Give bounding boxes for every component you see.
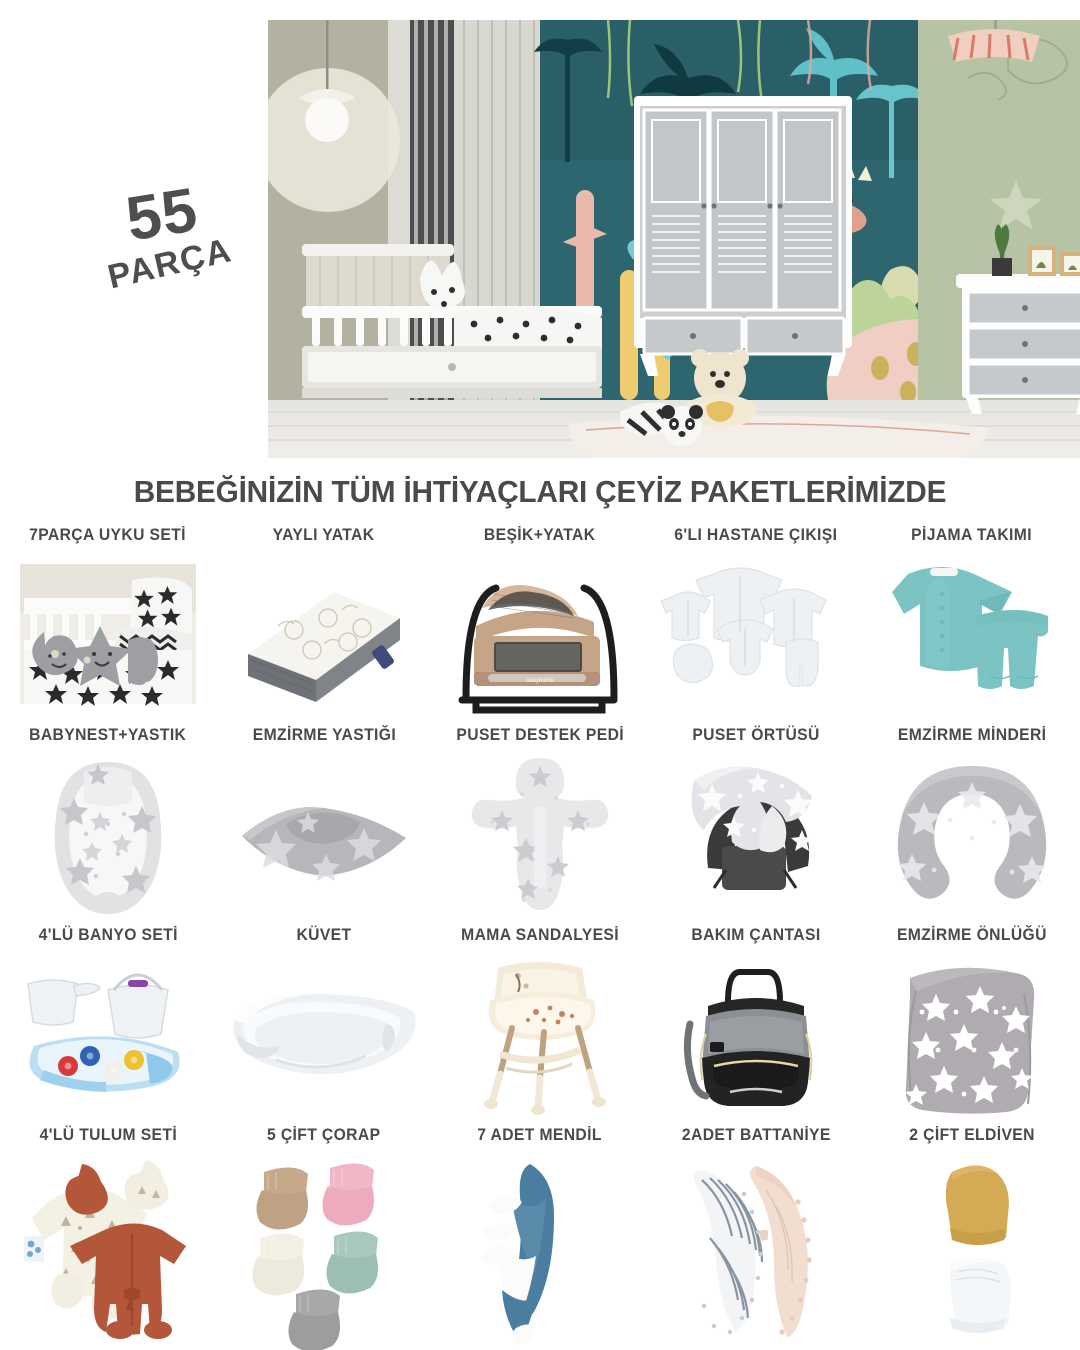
product-cell-hospital-set xyxy=(648,520,864,720)
diaper-bag-icon xyxy=(648,950,864,1120)
product-cell-nursing-pillow xyxy=(216,720,432,920)
product-label: KÜVET xyxy=(296,926,352,944)
nursing-apron-icon xyxy=(864,950,1080,1120)
badge-unit: PARÇA xyxy=(104,230,236,297)
product-row xyxy=(0,520,1080,720)
product-cell-bathtub xyxy=(216,920,432,1120)
product-label: YAYLI YATAK xyxy=(273,526,375,544)
hero-nursery-room-image xyxy=(268,20,1080,458)
product-label: 7 ADET MENDİL xyxy=(477,1126,603,1144)
product-cell-jumpsuit-set xyxy=(0,1120,216,1350)
product-cell-stroller-cover xyxy=(648,720,864,920)
product-label: 6'LI HASTANE ÇIKIŞI xyxy=(674,526,838,544)
product-row xyxy=(0,1120,1080,1350)
product-label: 2 ÇİFT ELDİVEN xyxy=(909,1126,1035,1144)
product-label: 2ADET BATTANİYE xyxy=(681,1126,831,1144)
product-label: PUSET DESTEK PEDİ xyxy=(456,726,624,744)
product-label: BABYNEST+YASTIK xyxy=(29,726,187,744)
svg-text:babyhome: babyhome xyxy=(525,678,555,684)
socks-icon xyxy=(216,1150,432,1350)
product-label: BEŞİK+YATAK xyxy=(484,526,596,544)
product-label: BAKIM ÇANTASI xyxy=(691,926,821,944)
hospital-set-icon xyxy=(648,550,864,720)
product-cell-nursing-cushion xyxy=(864,720,1080,920)
product-label: EMZİRME YASTIĞI xyxy=(252,726,396,744)
babynest-icon xyxy=(0,750,216,920)
stroller-cover-icon xyxy=(648,750,864,920)
page-title: BEBEĞİNİZİN TÜM İHTİYAÇLARI ÇEYİZ PAKETLERİMİZDE xyxy=(133,474,947,509)
product-cell-high-chair xyxy=(432,920,648,1120)
product-label: 4'LÜ TULUM SETİ xyxy=(39,1126,177,1144)
jumpsuit-set-icon xyxy=(0,1150,216,1350)
product-label: 4'LÜ BANYO SETİ xyxy=(38,926,178,944)
product-cell-babynest xyxy=(0,720,216,920)
nursing-pillow-icon xyxy=(216,750,432,920)
stroller-pad-icon xyxy=(432,750,648,920)
product-cell-mittens xyxy=(864,1120,1080,1350)
product-label: PİJAMA TAKIMI xyxy=(911,526,1033,544)
product-cell-diaper-bag xyxy=(648,920,864,1120)
product-cell-wipes-cloths xyxy=(432,1120,648,1350)
product-row xyxy=(0,920,1080,1120)
mittens-icon xyxy=(864,1150,1080,1350)
product-cell-pajama-set xyxy=(864,520,1080,720)
high-chair-icon xyxy=(432,950,648,1120)
nursing-cushion-icon xyxy=(864,750,1080,920)
bath-set-icon xyxy=(0,950,216,1120)
product-cell-stroller-pad xyxy=(432,720,648,920)
pajama-set-icon xyxy=(864,550,1080,720)
product-label: EMZİRME ÖNLÜĞÜ xyxy=(897,926,1047,944)
product-cell-cradle xyxy=(432,520,648,720)
bathtub-icon xyxy=(216,950,432,1120)
piece-count-badge xyxy=(44,169,290,324)
product-cell-socks xyxy=(216,1120,432,1350)
product-label: 7PARÇA UYKU SETİ xyxy=(29,526,187,544)
product-cell-bath-set xyxy=(0,920,216,1120)
product-cell-nursing-apron xyxy=(864,920,1080,1120)
product-cell-blankets xyxy=(648,1120,864,1350)
product-label: MAMA SANDALYESİ xyxy=(461,926,619,944)
product-grid xyxy=(0,520,1080,1350)
badge-count: 55 xyxy=(121,175,203,255)
product-label: PUSET ÖRTÜSÜ xyxy=(692,726,820,744)
cradle-icon xyxy=(432,550,648,720)
blankets-icon xyxy=(648,1150,864,1350)
sleep-set-icon xyxy=(0,550,216,720)
product-label: EMZİRME MİNDERİ xyxy=(897,726,1047,744)
product-label: 5 ÇİFT ÇORAP xyxy=(267,1126,381,1144)
product-cell-mattress xyxy=(216,520,432,720)
product-row xyxy=(0,720,1080,920)
wipes-cloths-icon xyxy=(432,1150,648,1350)
product-cell-sleep-set xyxy=(0,520,216,720)
mattress-icon xyxy=(216,550,432,720)
